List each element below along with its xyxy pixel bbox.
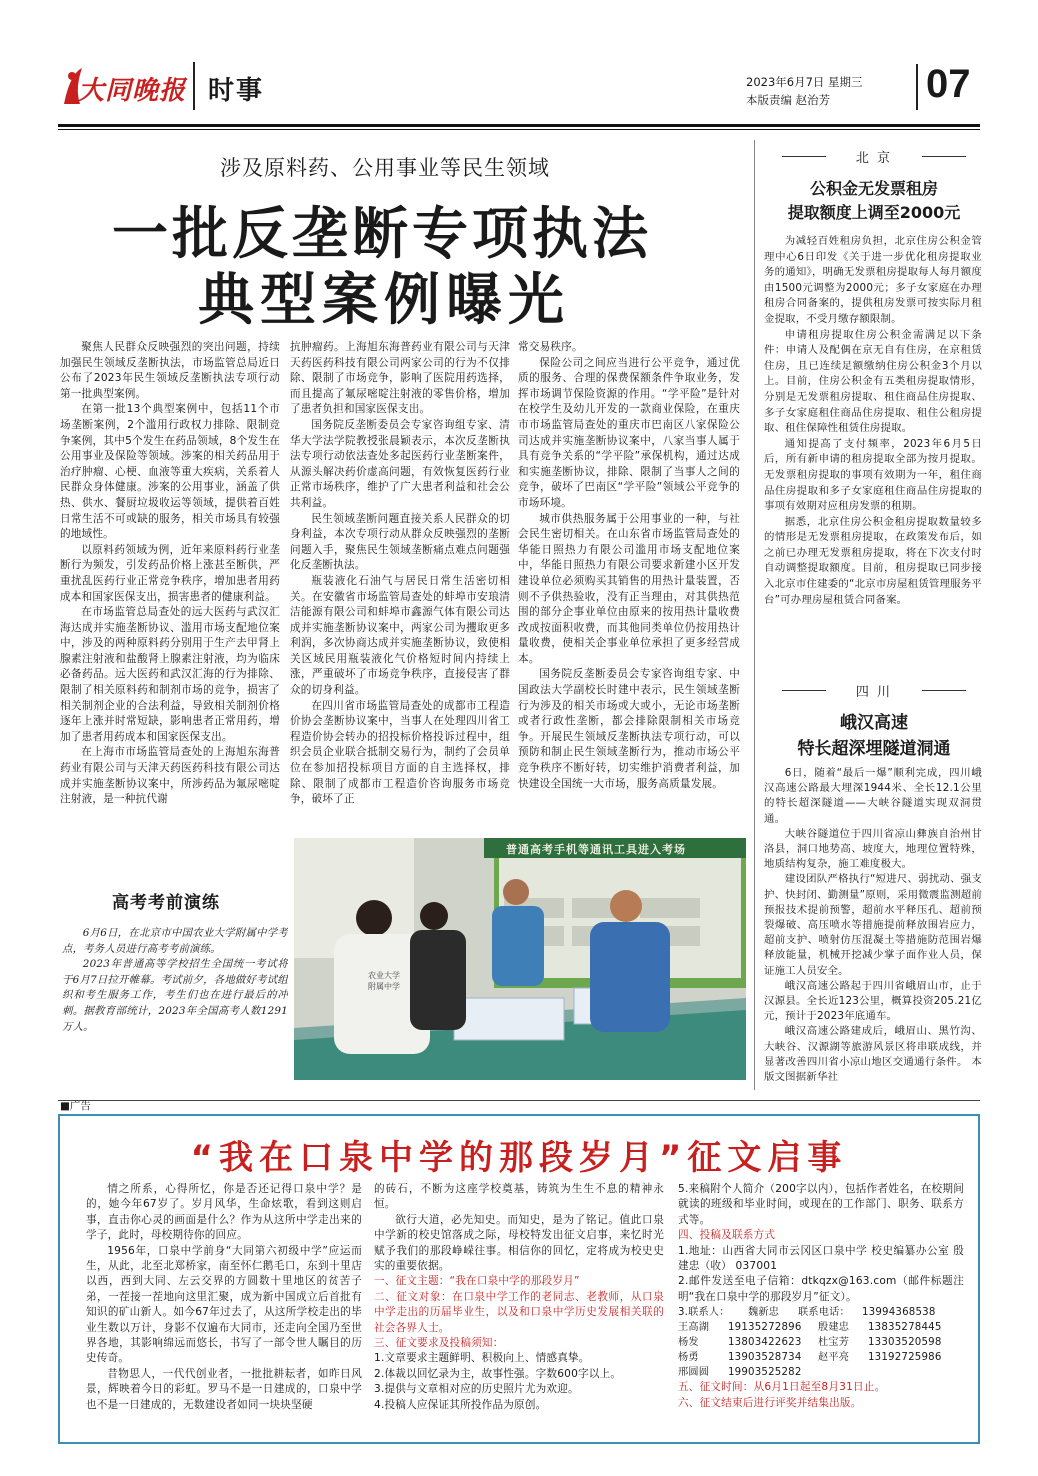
paragraph: 申请租房提取住房公积金需满足以下条件：申请人及配偶在京无自有住房，在京租赁住房，且已连续足额缴纳住房公积金3个月以上。目前，住房公积金有五类租房提取情形，分别是无发票租房提取、租住商品住房提取、多子女家庭租住商品住房提取、租住公租房提取、租住保障性租赁住房提取。	[764, 328, 982, 435]
ad-item: 2.体裁以回忆录为主，故事性强。字数600字以上。	[374, 1367, 622, 1380]
section-name: 时事	[208, 76, 265, 106]
paragraph: 6日，随着“最后一爆”顺利完成，四川峨汉高速公路最大埋深1944米、全长12.1公里的特长超深隧道——大峡谷隧道实现双洞贯通。	[764, 767, 982, 825]
paragraph: 建设团队严格执行“短进尺、弱扰动、强支护、快封闭、勤测量”原则，采用微震监测超前预报技术提前预警，超前水平释压孔、超前预裂爆破、高压喷水等措施提前释放围岩应力，超前支护、喷射仿压混凝土等措施防范围岩爆释放能量，机械开挖减少掌子面作业人员，保证施工人员安全。	[764, 873, 982, 977]
sidebar-headline-1a: 公积金无发票租房	[809, 179, 938, 198]
ad-label: ■广告	[60, 1100, 91, 1112]
page-number-divider	[916, 64, 918, 110]
contacts-row	[678, 1320, 964, 1335]
contacts-row	[678, 1365, 964, 1380]
sidebar-headline-2a: 峨汉高速	[840, 713, 908, 733]
paragraph: 在上海市市场监管局查处的上海旭东海普药业有限公司与天津天药医药科技有限公司达成并实施垄断协议案中，所涉药品为氟尿嘧啶注射液，是一种抗代谢	[60, 746, 280, 806]
contacts-table	[678, 1305, 964, 1380]
sidebar	[764, 140, 984, 1090]
paragraph: 情之所系，心得所忆，你是否还记得口泉中学？是的，她今年67岁了。岁月风华，生命炫歌，看到这则启事，直击你心灵的画面是什么？作为从这所中学走出来的学子，此时，母校期待你的回应。	[86, 1183, 362, 1242]
contact-phone: 13303520598	[868, 1337, 942, 1349]
main-column-3	[518, 340, 740, 830]
headline-line-1: 一批反垄断专项执法	[112, 202, 652, 267]
logo-text: 大同晚报	[78, 76, 187, 106]
contact-phone: 13835278445	[868, 1322, 942, 1334]
ad-award: 六、征文结束后进行评奖并结集出版。	[678, 1396, 862, 1409]
logo	[58, 64, 190, 110]
paragraph: 城市供热服务属于公用事业的一种，与社会民生密切相关。在山东省市场监管局查处的华能日照热力有限公司滥用市场支配地位案中，华能日照热力有限公司要求新建小区开发建设单位必须购买其销售的用热计量装置，否则不予供热验收，没有正当理由，对其供热范围的部分企事业单位由原来的按用热计量收费改成按面积收费，而其他同类单位仍按用热计量收费，使相关企事业单位承担了更多经营成本。	[518, 512, 740, 665]
contacts-phone-heading: 联系电话：	[798, 1307, 850, 1319]
paragraph: 峨汉高速公路起于四川省峨眉山市，止于汉源县。全长近123公里，概算投资205.21亿元，预计于2023年底通车。	[764, 979, 982, 1023]
sidebar-headline-2b: 特长超深埋隧道洞通	[797, 739, 951, 759]
paragraph: 民生领域垄断问题直接关系人民群众的切身利益，本次专项行动从群众反映强烈的垄断问题入手，聚焦民生领域垄断痛点难点问题强化反垄断执法。	[290, 512, 510, 572]
paragraph: 抗肿瘤药。上海旭东海普药业有限公司与天津天药医药科技有限公司两家公司的行为不仅排除、限制了市场竞争，影响了医院用药选择，而且提高了氟尿嘧啶注射液的零售价格，增加了患者负担和国家医保支出。	[290, 341, 510, 416]
contacts-label: 3.联系人：	[678, 1307, 730, 1319]
photo-shirt-text: 农业大学	[368, 971, 400, 980]
ad-column-1	[86, 1182, 362, 1444]
news-photo	[294, 838, 746, 1080]
sidebar-story-1	[764, 234, 982, 684]
paragraph: 常交易秩序。	[518, 341, 583, 353]
masthead-rule-thin	[58, 129, 980, 130]
paragraph: 通知提高了支付频率，2023年6月5日后，所有新申请的租房提取全部为按月提取。无发票租房提取的事项有效期为一年，租住商品住房提取和多子女家庭租住商品住房提取的事项有效期对应租房发票的租期。	[764, 437, 982, 513]
paragraph: 保险公司之间应当进行公平竞争，通过优质的服务、合理的保费保额条件争取业务，发挥市场调节保险资源的作用。“学平险”是针对在校学生及幼儿开发的一款商业保险，在重庆市市场监管局查处的重庆市巴南区八家保险公司达成并实施垄断协议案中，八家当事人属于具有竞争关系的“学平险”承保机构，通过达成和实施垄断协议，排除、限制了当事人之间的竞争，破坏了巴南区“学平险”领域公平竞争的市场环境。	[518, 356, 740, 509]
ad-title: “我在口泉中学的那段岁月”征文启事	[190, 1138, 848, 1178]
caption-paragraph: 6月6日，在北京市中国农业大学附属中学考点，考务人员进行高考考前演练。	[62, 927, 288, 955]
caption-paragraph: 2023年普通高等学校招生全国统一考试将于6月7日拉开帷幕。考试前夕，各地做好考试组织和考生服务工作，考生们也在进行最后的冲刺。据教育部统计，2023年全国高考人数1291万人。	[62, 958, 288, 1033]
paragraph: 聚焦人民群众反映强烈的突出问题，持续加强民生领域反垄断执法，市场监管总局近日公布了2023年民生领域反垄断执法专项行动第一批典型案例。	[60, 341, 280, 400]
paragraph: 瓶装液化石油气与居民日常生活密切相关。在安徽省市场监管局查处的蚌埠市安琅清洁能源有限公司和蚌埠市鑫源气体有限公司达成并实施垄断协议案中，两家公司为攫取更多利润，多次协商达成并实施垄断协议，致使相关区域民用瓶装液化气价格短时间内持续上涨，严重破坏了市场竞争秩序，直接侵害了群众的切身利益。	[290, 574, 510, 697]
paragraph: 国务院反垄断委员会专家咨询组专家、清华大学法学院教授张晨颖表示，本次反垄断执法专项行动依法查处多起医药行业垄断案件，从源头解决药价虚高问题，有效恢复医药行业正常市场秩序，维护了广大患者利益和社会公共利益。	[290, 418, 510, 509]
region-label-sichuan: 四 川	[855, 685, 893, 700]
ad-item-audience: 二、征文对象：在口泉中学工作的老同志、老教师，从口泉中学走出的历届毕业生，以及和口泉中学历史发展相关联的社会各界人士。	[374, 1290, 664, 1334]
contacts-row	[678, 1350, 964, 1365]
paragraph: 在四川省市场监管局查处的成都市工程造价协会垄断协议案中，当事人在处理四川省工程造价协会转办的招投标价格投诉过程中，组织会员企业联合抵制交易行为，制约了会员单位在参加招投标项目方面的自主选择权，排除、限制了成都市工程造价咨询服务市场竞争，破坏了正	[290, 699, 510, 806]
paragraph: 昔物思人，一代代创业者，一批批耕耘者，如昨日风景，辉映着今日的彩虹。罗马不是一日建成的，口泉中学也不是一日建成的，无数建设者如同一块块坚硬	[86, 1367, 362, 1411]
paragraph: 为减轻百姓租房负担，北京住房公积金管理中心6日印发《关于进一步优化租房提取业务的通知》，明确无发票租房提取每人每月额度由1500元调整为2000元；多子女家庭在办理租房合同备案的，提供租房发票可按实际月租金提取，不受月缴存额限制。	[764, 235, 982, 325]
column-rule	[754, 140, 755, 1090]
paragraph: 在市场监管总局查处的远大医药与武汉汇海达成并实施垄断协议、滥用市场支配地位案中，涉及的两种原料药分别用于生产去甲肾上腺素注射液和盐酸肾上腺素注射液，均为临床必备药品。远大医药和武汉汇海的行为排除、限制了相关原料药和制剂市场的竞争，损害了相关制剂企业的合法利益，导致相关制剂价格逐年上涨并时常短缺，影响患者正常用药，增加了患者用药成本和国家医保支出。	[60, 606, 280, 743]
ad-item-address: 1.地址：山西省大同市云冈区口泉中学 校史编纂办公室 殷建忠（收） 037001	[678, 1244, 964, 1273]
photo-caption	[62, 926, 288, 1066]
ad-box	[58, 1114, 980, 1444]
headline-kicker: 涉及原料药、公用事业等民生领域	[220, 156, 550, 180]
main-column-2	[290, 340, 510, 830]
contacts-row	[678, 1335, 964, 1350]
sidebar-headline-1b: 提取额度上调至2000元	[787, 203, 961, 222]
issue-date: 2023年6月7日 星期三	[746, 75, 863, 89]
contact-phone: 13903528734	[728, 1352, 802, 1364]
page-number: 07	[926, 62, 971, 106]
paragraph: 的砖石，不断为这座学校奠基，铸筑为生生不息的精神永恒。	[374, 1183, 664, 1211]
ad-column-2	[374, 1182, 664, 1444]
paragraph: 在第一批13个典型案例中，包括11个市场垄断案例，2个滥用行政权力排除、限制竞争案例，其中5个发生在药品领域，8个发生在公用事业及保险等领域。涉案的相关药品用于治疗肿瘤、心梗、血液等重大疾病，关系着人民群众身体健康。涉案的公用事业，涵盖了供热、供水、餐厨垃圾收运等领域，提供着百姓日常生活不可或缺的服务，相关市场具有较强的地域性。	[60, 403, 280, 541]
page-editor: 本版责编 赵治芳	[746, 93, 831, 107]
ad-column-3	[678, 1182, 964, 1444]
paragraph: 1956年，口泉中学前身“大同第六初级中学”应运而生，从此，北至北郑桥家，南至怀仁鹅毛口，东到十里店以西，西到大同、左云交界的方圆数十里地区的贫苦子弟，一茬接一茬地向这里汇聚，成为新中国成立后首批有知识的矿山新人。如今67年过去了，从这所学校走出的毕业生数以万计，身影不仅遍布大同市，还走向全国乃至世界各地，其影响绵远而悠长，书写了一部令世人瞩目的历史传奇。	[86, 1244, 362, 1365]
photo-caption-title: 高考考前演练	[112, 893, 220, 913]
masthead	[58, 60, 980, 120]
contact-name: 杨发	[678, 1337, 699, 1349]
headline-line-2: 典型案例曝光	[198, 268, 570, 333]
contact-phone: 13994368538	[862, 1307, 936, 1319]
paragraph: 峨汉高速公路建成后，峨眉山、黑竹沟、大峡谷、汉源湖等旅游风景区将串联成线，并显著改善四川省小凉山地区交通通行条件。 本版文图据新华社	[764, 1025, 982, 1084]
contacts-row	[678, 1305, 964, 1320]
contact-phone: 19903525282	[728, 1367, 802, 1379]
region-rule	[922, 156, 966, 157]
paragraph: 据悉，北京住房公积金租房提取数量较多的情形是无发票租房提取，在政策发布后，如之前已办理无发票租房提取，将在下次支付时自动调整提取额度。目前，租房提取已同步接入北京市住建委的“北京市房屋租赁管理服务平台”可办理房屋租赁合同备案。	[764, 515, 982, 606]
contact-phone: 13803422623	[728, 1337, 802, 1349]
contact-name: 杜宝芳	[818, 1337, 850, 1349]
ad-item: 1.文章要求主题鲜明、积极向上、情感真挚。	[374, 1352, 590, 1365]
contact-name: 杨勇	[678, 1352, 699, 1364]
ad-item-requirements: 三、征文要求及投稿须知：	[374, 1337, 504, 1350]
photo-shirt-text: 附属中学	[368, 982, 400, 991]
contact-name: 邢圆圆	[678, 1367, 710, 1379]
paragraph: 欲行大道，必先知史。而知史，是为了铭记。值此口泉中学新的校史馆落成之际，母校特发出征文启事，来忆时光赋予我们的那段峥嵘往事。相信你的回忆，定将成为校史史实的重要依据。	[374, 1213, 664, 1273]
paragraph: 大峡谷隧道位于四川省凉山彝族自治州甘洛县，洞口地势高、坡度大，地理位置特殊，地质结构复杂，施工难度极大。	[764, 827, 982, 871]
contact-phone: 13192725986	[868, 1352, 942, 1364]
photo-banner-text: 普通高考手机等通讯工具进入考场	[506, 843, 686, 856]
ad-top-rule	[58, 1100, 980, 1101]
ad-deadline: 五、征文时间：从6月1日起至8月31日止。	[678, 1381, 886, 1394]
ad-item-contact-heading: 四、投稿及联系方式	[678, 1229, 776, 1242]
ad-item: 4.投稿人应保证其所投作品为原创。	[374, 1398, 547, 1411]
ad-item-email: 2.邮件发送至电子信箱：dtkqzx@163.com（邮件标题注明“我在口泉中学的那段岁月”征文）。	[678, 1275, 964, 1303]
region-label-beijing: 北 京	[855, 151, 893, 166]
region-rule	[922, 690, 966, 691]
contact-name: 殷建忠	[818, 1322, 850, 1334]
contact-phone: 19135272896	[728, 1322, 802, 1334]
sidebar-story-2	[764, 766, 982, 1086]
contact-name: 王高湖	[678, 1322, 710, 1334]
ad-item: 3.提供与文章相对应的历史照片尤为欢迎。	[374, 1383, 579, 1396]
contact-name: 魏新忠	[748, 1307, 780, 1319]
main-column-1	[60, 340, 280, 830]
masthead-rule	[58, 124, 980, 127]
masthead-divider	[193, 62, 195, 110]
news-photo-illustration	[294, 838, 746, 1080]
ad-item-theme: 一、征文主题：“我在口泉中学的那段岁月”	[374, 1275, 580, 1288]
contact-name: 赵平亮	[818, 1352, 850, 1364]
paragraph: 以原料药领域为例，近年来原料药行业垄断行为频发，引发药品价格上涨甚至断供，严重扰乱医药行业正常竞争秩序，增加患者用药成本和国家医保支出，损害患者的健康利益。	[60, 543, 280, 603]
ad-item: 5.来稿附个人简介（200字以内），包括作者姓名，在校期间就读的班级和毕业时间，或现在的工作部门、职务、联系方式等。	[678, 1183, 964, 1226]
paragraph: 国务院反垄断委员会专家咨询组专家、中国政法大学副校长时建中表示，民生领域垄断行为涉及的相关市场或大或小，无论市场垄断或者行政性垄断，都会排除限制相关市场竞争。开展民生领域反垄断执法专项行动，可以预防和制止民生领域垄断行为，推动市场公平竞争秩序不断好转，切实维护消费者利益，加快建设全国统一大市场，服务高质量发展。	[518, 668, 740, 790]
